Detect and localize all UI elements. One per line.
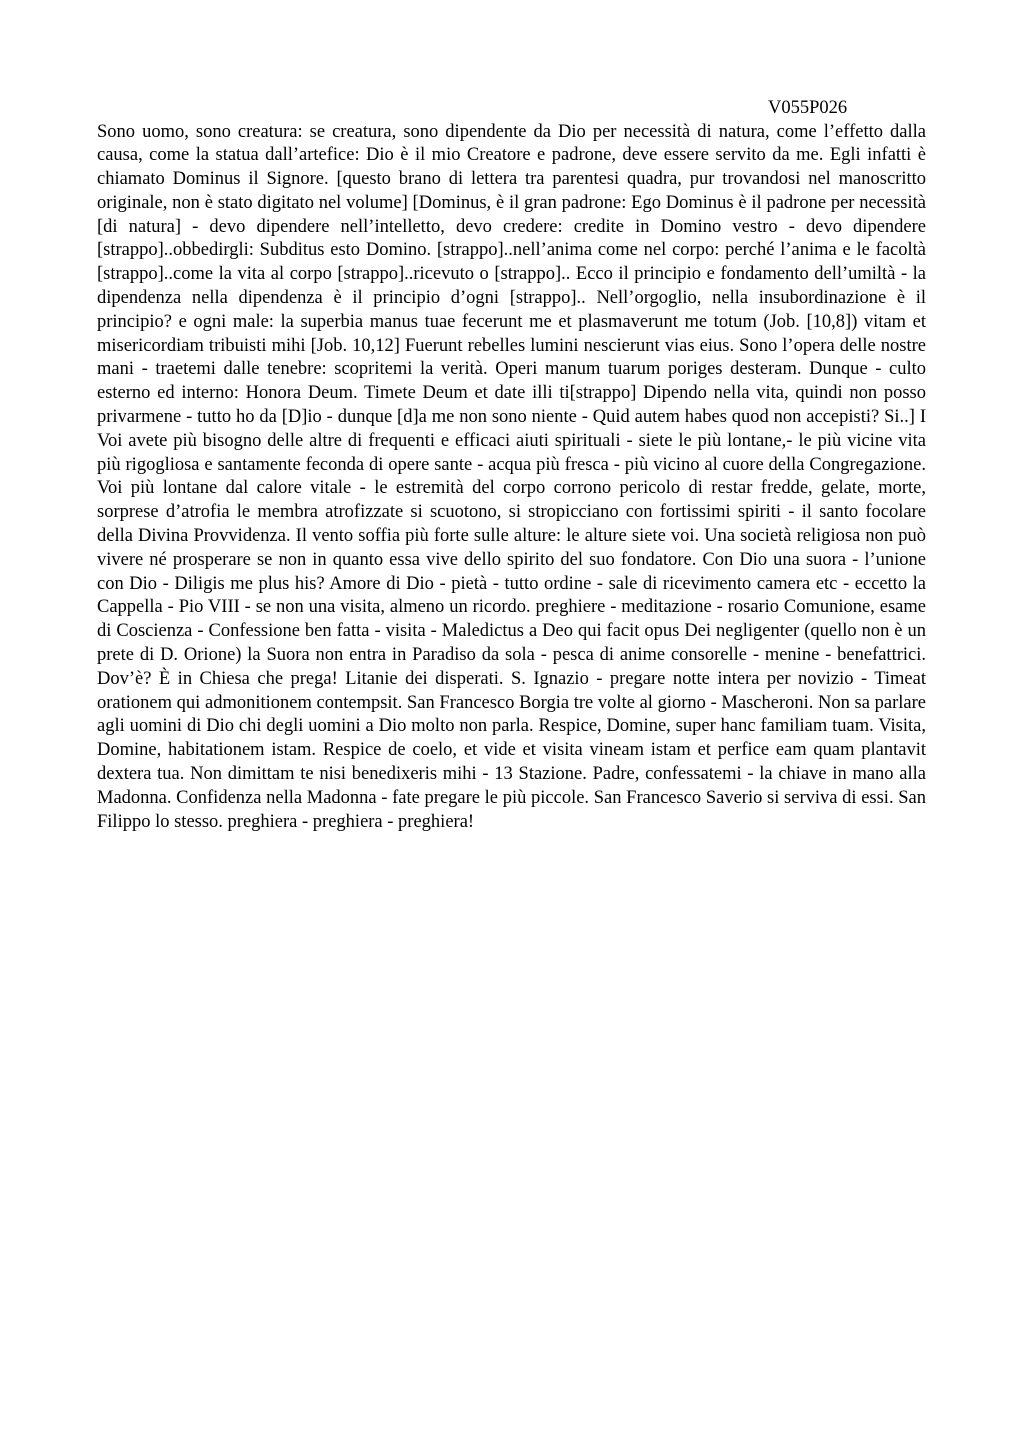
body-paragraph: Sono uomo, sono creatura: se creatura, sono dipendente da Dio per necessità di natura, come l’effetto dalla causa, come la statua dall’artefice: Dio è il mio Creatore e padrone, deve essere servito da me. Egli infatti è chiamato Dominus il Signore. [questo brano di lettera tra parentesi quadra, pur trovandosi nel manoscritto originale, non è stato digitato nel volume] [Dominus, è il gran padrone: Ego Dominus è il padrone per necessità [di natura] - devo dipendere nell’intelletto, devo credere: credite in Domino vestro - devo dipendere [strappo]..obbedirgli: Subditus esto Domino. [strappo]..nell’anima come nel corpo: perché l’anima e le facoltà [strappo]..come la vita al corpo [strappo]..ricevuto o [strappo].. Ecco il principio e fondamento dell’umiltà - la dipendenza nella dipendenza è il principio d’ogni [strappo].. Nell’orgoglio, nella insubordinazione è il principio? e ogni male: la superbia manus tuae fecerunt me et plasmaverunt me totum (Job. [10,8]) vitam et misericordiam tribuisti mihi [Job. 10,12] Fuerunt rebelles lumini nescierunt vias eius. Sono l’opera delle nostre mani - traetemi dalle tenebre: scopritemi la verità. Operi manum tuarum poriges desteram. Dunque - culto esterno ed interno: Honora Deum. Timete Deum et date illi ti[strappo] Dipendo nella vita, quindi non posso privarmene - tutto ho da [D]io - dunque [d]a me non sono niente - Quid autem habes quod non accepisti? Si..] I Voi avete più bisogno delle altre di frequenti e efficaci aiuti spirituali - siete le più lontane,- le più vicine vita più rigogliosa e santamente feconda di opere sante - acqua più fresca - più vicino al cuore della Congregazione. Voi più lontane dal calore vitale - le estremità del corpo corrono pericolo di restar fredde, gelate, morte, sorprese d’atrofia le membra atrofizzate si scuotono, si stropicciano con fortissimi spiriti - il santo focolare della Divina Provvidenza. Il vento soffia più forte sulle alture: le alture siete voi. Una società religiosa non può vivere né prosperare se non in quanto essa vive dello spirito del suo fondatore. Con Dio una suora - l’unione con Dio - Diligis me plus his? Amore di Dio - pietà - tutto ordine - sale di ricevimento camera etc - eccetto la Cappella - Pio VIII - se non una visita, almeno un ricordo. preghiere - meditazione - rosario Comunione, esame di Coscienza - Confessione ben fatta - visita - Maledictus a Deo qui facit opus Dei negligenter (quello non è un prete di D. Orione) la Suora non entra in Paradiso da sola - pesca di anime consorelle - menine - benefattrici. Dov’è? È in Chiesa che prega! Litanie dei disperati. S. Ignazio - pregare notte intera per novizio - Timeat orationem qui admonitionem contempsit. San Francesco Borgia tre volte al giorno - Mascheroni. Non sa parlare agli uomini di Dio chi degli uomini a Dio molto non parla. Respice, Domine, super hanc familiam tuam. Visita, Domine, habitationem istam. Respice de coelo, et vide et visita vineam istam et perfice eam quam plantavit dextera tua. Non dimittam te nisi benedixeris mihi - 13 Stazione. Padre, confessatemi - la chiave in mano alla Madonna. Confidenza nella Madonna - fate pregare le più piccole. San Francesco Saverio si serviva di essi. San Filippo lo stesso. preghiera - preghiera - preghiera! [97,121,926,832]
page-identifier: V055P026 [768,98,848,118]
